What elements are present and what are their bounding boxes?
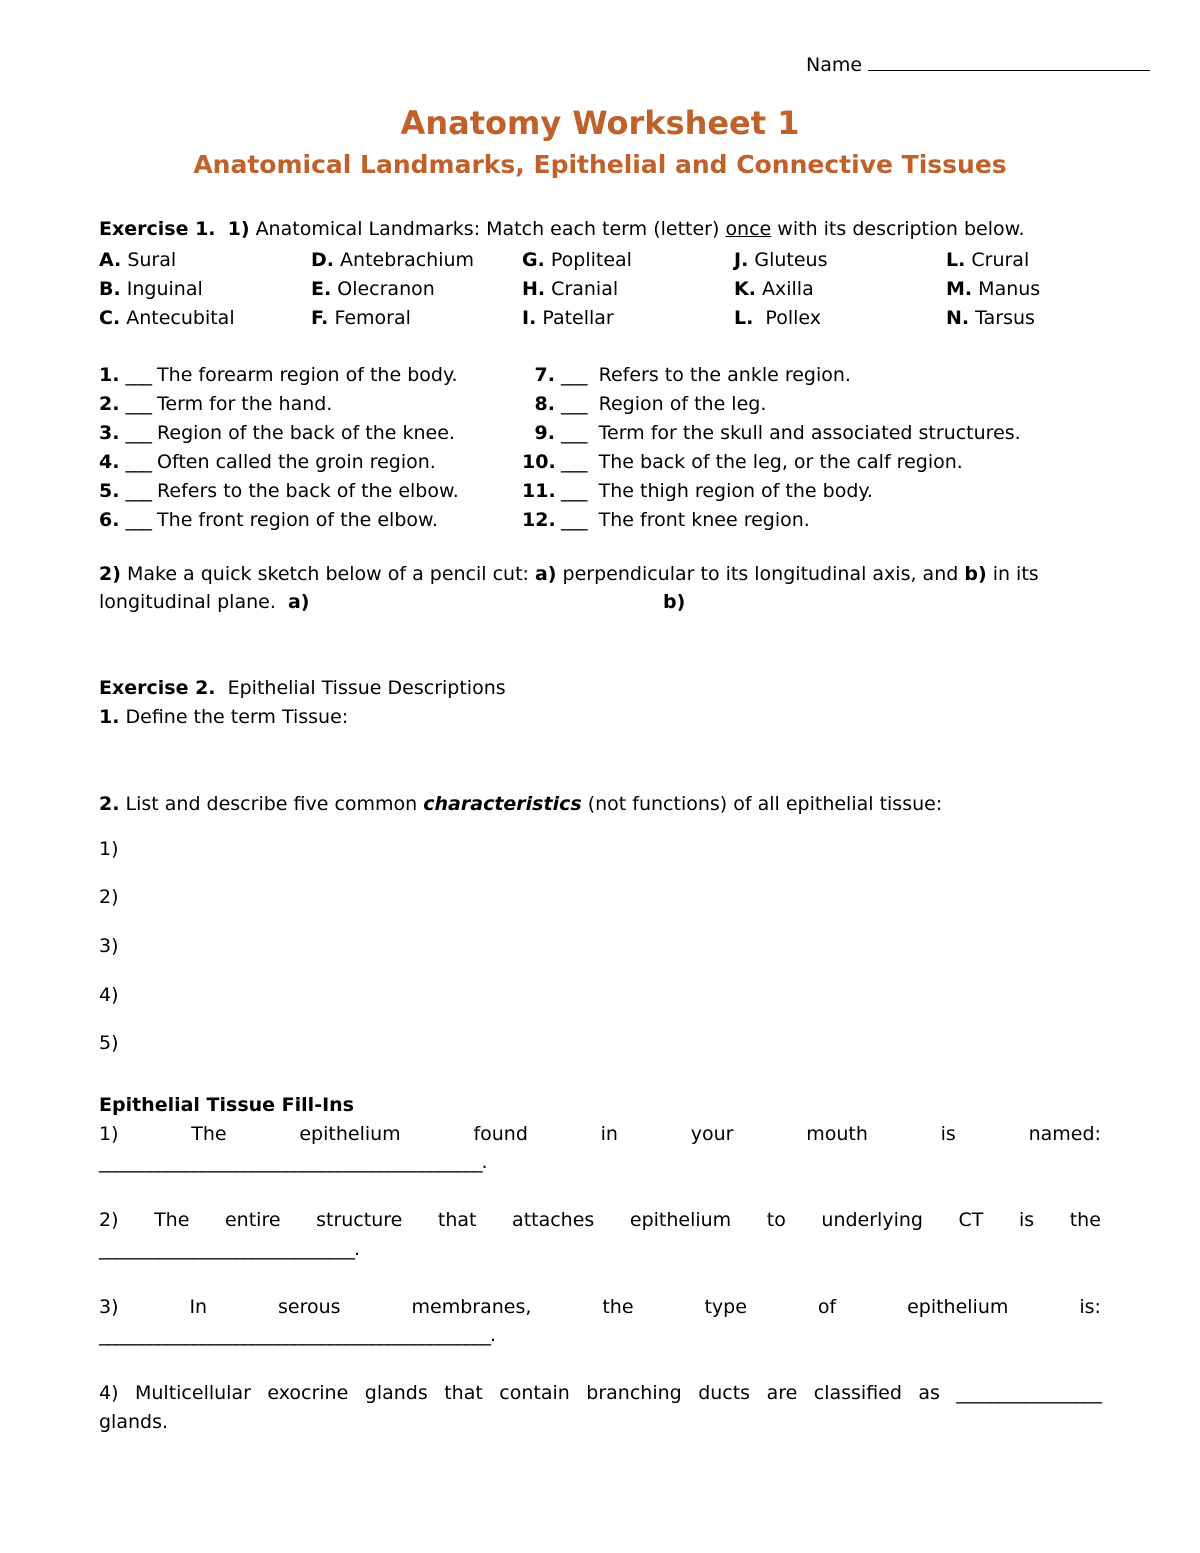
sketch-prompt-line2: longitudinal plane. a) <box>99 591 310 613</box>
answer-blank[interactable]: ___ <box>125 422 151 444</box>
term-item: I. Patellar <box>522 307 614 329</box>
name-label: Name <box>806 54 863 76</box>
exercise1-part-num: 1) <box>227 218 250 240</box>
list-item: 4) <box>99 984 119 1006</box>
answer-blank[interactable]: ___ <box>561 364 587 386</box>
instruction-text-end: with its description below. <box>777 218 1025 240</box>
question-item: 9. ___ Term for the skull and associated structures. <box>534 422 1021 444</box>
answer-blank[interactable]: ___ <box>561 422 587 444</box>
term-item: B. Inguinal <box>99 278 203 300</box>
answer-blank[interactable]: ___ <box>561 393 587 415</box>
question-item: 2. ___ Term for the hand. <box>99 393 333 415</box>
term-item: D. Antebrachium <box>311 249 475 271</box>
question-item: 7. ___ Refers to the ankle region. <box>534 364 851 386</box>
sketch-a-label: a) <box>287 591 310 613</box>
answer-blank[interactable]: ___ <box>561 480 587 502</box>
term-item: E. Olecranon <box>311 278 435 300</box>
term-item: A. Sural <box>99 249 177 271</box>
question-item: 10. ___ The back of the leg, or the calf region. <box>522 451 963 473</box>
list-item: 1) <box>99 838 119 860</box>
list-item: 2) <box>99 886 119 908</box>
term-item: K. Axilla <box>734 278 814 300</box>
questions-left <box>99 361 459 535</box>
answer-blank[interactable]: ___ <box>125 364 151 386</box>
instruction-underlined: once <box>725 218 772 240</box>
fillins-heading: Epithelial Tissue Fill-Ins <box>99 1094 354 1116</box>
exercise1-instruction <box>99 218 1024 240</box>
fillin-q3-blank[interactable]: ______________________________________________. <box>99 1324 496 1346</box>
question-item: 1. ___ The forearm region of the body. <box>99 364 458 386</box>
question-item: 6. ___ The front region of the elbow. <box>99 509 438 531</box>
page-title: Anatomy Worksheet 1 <box>400 104 800 142</box>
terms-column <box>99 246 235 333</box>
question-item: 8. ___ Region of the leg. <box>534 393 767 415</box>
term-item: H. Cranial <box>522 278 619 300</box>
question-item: 4. ___ Often called the groin region. <box>99 451 436 473</box>
term-item: J. Gluteus <box>734 249 828 271</box>
term-item: C. Antecubital <box>99 307 235 329</box>
name-blank[interactable] <box>868 50 1150 71</box>
exercise2-heading-line: Exercise 2. Epithelial Tissue Descriptions <box>99 677 506 699</box>
fillin-q4-blank[interactable]: _________________ <box>956 1382 1101 1404</box>
terms-column <box>734 246 827 333</box>
answer-blank[interactable]: ___ <box>561 451 587 473</box>
term-item: F. Femoral <box>311 307 411 329</box>
term-item: G. Popliteal <box>522 249 632 271</box>
fillin-q1: 1) The epithelium found in your mouth is named: <box>99 1123 1101 1145</box>
questions-right <box>522 361 1021 535</box>
fillin-q2: 2) The entire structure that attaches epithelium to underlying CT is the <box>99 1209 1101 1231</box>
fillin-q1-blank[interactable]: _____________________________________________. <box>99 1151 487 1173</box>
answer-blank[interactable]: ___ <box>125 480 151 502</box>
fillin-q4: 4) Multicellular exocrine glands that contain branching ducts are classified as _________________ <box>99 1382 1101 1404</box>
terms-column <box>522 246 632 333</box>
answer-blank[interactable]: ___ <box>561 509 587 531</box>
answer-blank[interactable]: ___ <box>125 509 151 531</box>
exercise2-q2: 2. List and describe five common characteristics (not functions) of all epithelial tissue: <box>99 793 943 815</box>
term-item: N. Tarsus <box>946 307 1035 329</box>
question-item: 3. ___ Region of the back of the knee. <box>99 422 455 444</box>
fillin-q4-line2: glands. <box>99 1411 169 1433</box>
term-item: L. Pollex <box>734 307 821 329</box>
question-item: 5. ___ Refers to the back of the elbow. <box>99 480 459 502</box>
fillin-q2-blank[interactable]: ______________________________. <box>99 1238 360 1260</box>
terms-column <box>311 246 474 333</box>
sketch-b-label: b) <box>663 591 686 613</box>
name-field[interactable] <box>806 50 1150 76</box>
instruction-text: Anatomical Landmarks: Match each term (letter) <box>255 218 720 240</box>
page-subtitle: Anatomical Landmarks, Epithelial and Connective Tissues <box>193 150 1007 179</box>
exercise2-q1: 1. Define the term Tissue: <box>99 706 349 728</box>
answer-blank[interactable]: ___ <box>125 451 151 473</box>
exercise2-heading: Exercise 2. <box>99 677 216 699</box>
terms-column <box>946 246 1040 333</box>
exercise1-heading: Exercise 1. <box>99 218 216 240</box>
fillin-q3: 3) In serous membranes, the type of epithelium is: <box>99 1296 1101 1318</box>
question-item: 12. ___ The front knee region. <box>522 509 810 531</box>
answer-blank[interactable]: ___ <box>125 393 151 415</box>
list-item: 3) <box>99 935 119 957</box>
sketch-prompt: 2) Make a quick sketch below of a pencil cut: a) perpendicular to its longitudinal axis, and b) in its <box>99 563 1039 585</box>
question-item: 11. ___ The thigh region of the body. <box>522 480 873 502</box>
term-item: M. Manus <box>946 278 1041 300</box>
list-item: 5) <box>99 1032 119 1054</box>
term-item: L. Crural <box>946 249 1030 271</box>
